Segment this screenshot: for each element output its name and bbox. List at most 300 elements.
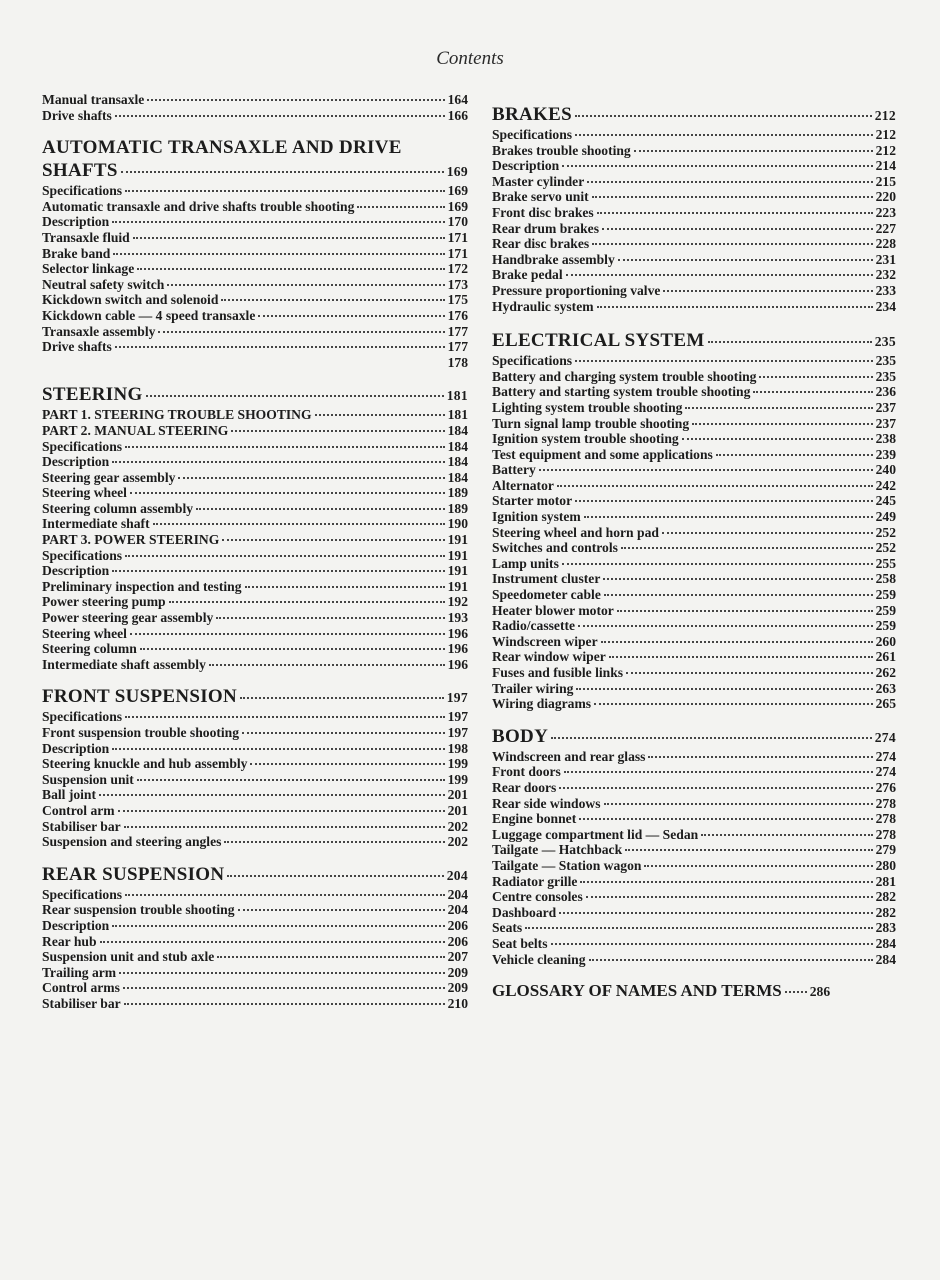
- section-heading: GLOSSARY OF NAMES AND TERMS: [492, 981, 782, 1001]
- section-heading: ELECTRICAL SYSTEM: [492, 330, 705, 352]
- section-steering: [42, 384, 468, 672]
- toc-entry-title: Luggage compartment lid — Sedan: [492, 826, 699, 842]
- section-heading-row: [492, 330, 896, 353]
- page-number: 274: [875, 764, 896, 780]
- toc-entry: [492, 478, 896, 494]
- toc-entry-title: Description: [42, 454, 110, 470]
- toc-entry-title: Windscreen wiper: [492, 633, 598, 649]
- toc-entry-title: Hydraulic system: [492, 298, 594, 314]
- toc-entry: [42, 439, 468, 455]
- section-heading-cont: SHAFTS: [42, 160, 118, 182]
- section-heading: STEERING: [42, 384, 143, 406]
- toc-entry: [492, 749, 896, 765]
- page-number: 199: [447, 771, 468, 787]
- toc-entry: [42, 108, 468, 124]
- toc-entry: [42, 902, 468, 918]
- toc-entry: [42, 918, 468, 934]
- toc-entry: [492, 189, 896, 205]
- toc-entry: [42, 355, 468, 371]
- page-number: 196: [447, 641, 468, 657]
- toc-entry: [492, 509, 896, 525]
- toc-entry: [42, 292, 468, 308]
- toc-entry-title: Specifications: [42, 183, 123, 199]
- toc-entry: [42, 709, 468, 725]
- section-heading-row: [42, 160, 468, 183]
- page-number: 197: [447, 725, 468, 740]
- page-number: 201: [447, 802, 468, 818]
- toc-entry-title: Rear side windows: [492, 795, 601, 811]
- toc-entry: [492, 267, 896, 283]
- toc-entry-title: Description: [42, 214, 110, 230]
- toc-entry-title: Suspension unit: [42, 771, 134, 787]
- toc-entry: [492, 858, 896, 874]
- toc-entry: [42, 454, 468, 470]
- toc-entry: [492, 920, 896, 936]
- toc-entry-title: Steering wheel: [42, 485, 127, 501]
- page-number: 176: [447, 307, 468, 323]
- page-number: 189: [447, 500, 468, 516]
- toc-entry-title: Steering column assembly: [42, 500, 194, 516]
- toc-entry: [42, 626, 468, 642]
- toc-entry-title: Speedometer cable: [492, 587, 601, 603]
- page-number: 278: [875, 811, 896, 827]
- toc-entry-title: Switches and controls: [492, 540, 618, 556]
- toc-entry: [42, 532, 468, 548]
- toc-entry: [492, 874, 896, 890]
- toc-entry-title: Specifications: [42, 547, 123, 563]
- toc-entry: [42, 501, 468, 517]
- toc-entry-title: Stabiliser bar: [42, 818, 121, 834]
- toc-entry-title: Specifications: [42, 438, 123, 454]
- toc-entry: [42, 470, 468, 486]
- page-number: 234: [875, 298, 896, 314]
- toc-entry-title: Windscreen and rear glass: [492, 748, 646, 764]
- toc-entry-title: Power steering gear assembly: [42, 610, 214, 626]
- section-body: [492, 726, 896, 967]
- page-number: 227: [875, 220, 896, 236]
- page-number: 274: [874, 729, 896, 745]
- toc-entry: [492, 827, 896, 843]
- page-number: 252: [875, 524, 896, 540]
- toc-entry-title: Heater blower motor: [492, 602, 614, 618]
- page-number: 232: [875, 267, 896, 283]
- page-number: 173: [447, 276, 468, 292]
- toc-entry-title: Battery and charging system trouble shooting: [492, 368, 757, 384]
- toc-entry: [42, 485, 468, 501]
- page-number: 281: [875, 873, 896, 889]
- left-column: [42, 92, 468, 1024]
- page-number: 282: [875, 889, 896, 905]
- toc-entry-title: Front disc brakes: [492, 204, 594, 220]
- section-heading: REAR SUSPENSION: [42, 863, 225, 885]
- toc-entry: [492, 236, 896, 252]
- toc-entry: [42, 641, 468, 657]
- page-number: 278: [875, 795, 896, 811]
- toc-entry: [492, 283, 896, 299]
- section-rear-suspension: [42, 864, 468, 1012]
- toc-entry-title: Intermediate shaft: [42, 516, 150, 532]
- toc-entry: [492, 369, 896, 385]
- section-heading-row: [42, 686, 468, 709]
- toc-entry-title: Selector linkage: [42, 261, 135, 277]
- toc-entry: [42, 308, 468, 324]
- toc-entry-title: Suspension and steering angles: [42, 834, 222, 850]
- page-number: 178: [447, 354, 468, 370]
- toc-entry: [492, 796, 896, 812]
- section-heading: BODY: [492, 725, 549, 747]
- page-number: 184: [447, 454, 468, 470]
- toc-entry: [42, 594, 468, 610]
- toc-entry-title: Steering wheel and horn pad: [492, 524, 659, 540]
- toc-entry-title: Turn signal lamp trouble shooting: [492, 415, 690, 431]
- toc-entry: [42, 725, 468, 741]
- toc-entry: [492, 764, 896, 780]
- toc-entry: [492, 811, 896, 827]
- toc-entry-title: Steering knuckle and hub assembly: [42, 756, 248, 772]
- toc-entry-title: Wiring diagrams: [492, 696, 592, 712]
- section-heading: AUTOMATIC TRANSAXLE AND DRIVE: [42, 137, 402, 159]
- toc-entry-title: Brake servo unit: [492, 189, 589, 205]
- toc-entry: [42, 657, 468, 673]
- toc-entry-title: Kickdown switch and solenoid: [42, 292, 219, 308]
- toc-entry-title: Vehicle cleaning: [492, 951, 586, 967]
- page-number: 240: [875, 462, 896, 478]
- page-number: 166: [447, 107, 468, 123]
- toc-entry: [492, 696, 896, 712]
- page-number: 201: [447, 787, 468, 803]
- page-number: 279: [875, 842, 896, 858]
- toc-entry: [42, 756, 468, 772]
- toc-entry: [42, 548, 468, 564]
- toc-entry-title: Rear suspension trouble shooting: [42, 902, 235, 918]
- page-number: 284: [875, 951, 896, 967]
- toc-entry-title: PART 1. STEERING TROUBLE SHOOTING: [42, 407, 312, 423]
- page-number: 259: [875, 587, 896, 603]
- page-number: 184: [447, 422, 468, 438]
- page-number: 276: [875, 779, 896, 795]
- toc-entry: [492, 842, 896, 858]
- toc-entry-title: Handbrake assembly: [492, 251, 615, 267]
- toc-entry-title: Intermediate shaft assembly: [42, 656, 206, 672]
- page-number: 286: [809, 984, 831, 1000]
- toc-entry: [42, 563, 468, 579]
- toc-entry: [42, 819, 468, 835]
- toc-entry-title: Description: [42, 740, 110, 756]
- page-number: 204: [447, 886, 468, 902]
- page-number: 206: [447, 933, 468, 949]
- page-number: 212: [874, 108, 896, 123]
- toc-entry-title: Transaxle fluid: [42, 229, 130, 245]
- section-heading: BRAKES: [492, 104, 572, 125]
- toc-entry: [492, 905, 896, 921]
- page-number: 169: [446, 164, 468, 180]
- toc-entry-title: Manual transaxle: [42, 92, 145, 107]
- toc-entry-title: Seat belts: [492, 935, 548, 951]
- page-number: 169: [447, 198, 468, 214]
- toc-entry: [492, 400, 896, 416]
- page-number: 210: [447, 995, 468, 1011]
- toc-entry: [492, 462, 896, 478]
- page-number: 184: [447, 469, 468, 485]
- toc-entry: [492, 221, 896, 237]
- toc-entry: [492, 493, 896, 509]
- page-number: 261: [875, 649, 896, 665]
- page-number: 280: [875, 857, 896, 873]
- toc-entry-title: Specifications: [492, 353, 573, 369]
- page-number: 278: [875, 826, 896, 842]
- toc-entry: [492, 431, 896, 447]
- toc-entry-title: Stabiliser bar: [42, 995, 121, 1011]
- page-number: 263: [875, 680, 896, 696]
- page-number: 192: [447, 594, 468, 610]
- toc-entry: [42, 980, 468, 996]
- toc-entry: [492, 384, 896, 400]
- toc-entry: [42, 246, 468, 262]
- toc-entry-title: Engine bonnet: [492, 811, 577, 827]
- toc-entry-title: Dashboard: [492, 904, 557, 920]
- page-number: 170: [447, 214, 468, 230]
- toc-entry: [42, 339, 468, 355]
- page-number: 191: [447, 563, 468, 579]
- toc-entry: [42, 230, 468, 246]
- toc-entry: [492, 603, 896, 619]
- toc-entry-title: Kickdown cable — 4 speed transaxle: [42, 307, 256, 323]
- toc-entry: [492, 889, 896, 905]
- toc-entry-title: Fuses and fusible links: [492, 665, 624, 680]
- toc-entry-title: Lamp units: [492, 555, 559, 571]
- page-number: 171: [447, 245, 468, 261]
- toc-entry-title: Specifications: [42, 886, 123, 902]
- toc-entry: [42, 772, 468, 788]
- toc-entry-title: Specifications: [492, 127, 573, 142]
- page-number: 262: [875, 665, 896, 680]
- toc-entry-title: Test equipment and some applications: [492, 446, 713, 462]
- page-number: 177: [447, 323, 468, 339]
- toc-entry-title: Trailer wiring: [492, 680, 574, 696]
- page-number: 209: [447, 964, 468, 980]
- page-number: 259: [875, 602, 896, 618]
- page-number: 206: [447, 917, 468, 933]
- section-heading-row: [492, 726, 896, 749]
- page-title: Contents: [436, 48, 504, 69]
- toc-entry: [42, 277, 468, 293]
- toc-entry: [492, 299, 896, 315]
- toc-entry: [42, 787, 468, 803]
- page-number: 242: [875, 477, 896, 493]
- toc-entry-title: Front doors: [492, 764, 561, 780]
- page-number: 284: [875, 935, 896, 951]
- toc-entry: [492, 174, 896, 190]
- toc-entry-title: Brake pedal: [492, 267, 563, 283]
- toc-entry-title: Neutral safety switch: [42, 276, 165, 292]
- toc-entry-title: Rear window wiper: [492, 649, 606, 665]
- toc-entry-title: Tailgate — Station wagon: [492, 857, 642, 873]
- page-number: 207: [447, 949, 468, 965]
- toc-entry: [42, 934, 468, 950]
- page-number: 282: [875, 904, 896, 920]
- toc-entry: [42, 949, 468, 965]
- page-number: 231: [875, 251, 896, 267]
- toc-entry-title: Radio/cassette: [492, 618, 576, 634]
- page-number: 237: [875, 415, 896, 431]
- toc-entry-title: Battery and starting system trouble shooting: [492, 384, 751, 400]
- toc-entry: [492, 540, 896, 556]
- page-number: 172: [447, 261, 468, 277]
- page-number: 204: [446, 867, 468, 883]
- toc-entry: [42, 741, 468, 757]
- toc-entry: [492, 634, 896, 650]
- toc-entry-title: Lighting system trouble shooting: [492, 399, 683, 415]
- toc-entry: [492, 252, 896, 268]
- toc-entry-title: Steering column: [42, 641, 137, 657]
- right-column: [492, 104, 896, 1001]
- page-number: 197: [447, 709, 468, 725]
- toc-entry: [492, 127, 896, 143]
- page-number: 197: [446, 690, 468, 706]
- toc-entry-title: Drive shafts: [42, 339, 112, 355]
- toc-entry: [492, 618, 896, 634]
- page-number: 220: [875, 189, 896, 205]
- page-number: 202: [447, 834, 468, 850]
- toc-entry: [42, 92, 468, 108]
- toc-entry: [492, 681, 896, 697]
- toc-entry-title: Transaxle assembly: [42, 323, 156, 339]
- page-number: 189: [447, 485, 468, 501]
- page-number: 235: [875, 368, 896, 384]
- page-number: 255: [875, 555, 896, 571]
- page-number: 236: [875, 384, 896, 400]
- section-heading: FRONT SUSPENSION: [42, 686, 238, 708]
- toc-entry: [42, 324, 468, 340]
- toc-entry: [492, 649, 896, 665]
- toc-entry-title: Specifications: [42, 709, 123, 725]
- toc-entry: [42, 423, 468, 439]
- toc-entry-title: Ignition system: [492, 509, 581, 525]
- toc-entry-title: Centre consoles: [492, 889, 583, 905]
- page-number: 215: [875, 173, 896, 189]
- section-automatic-transaxle: [42, 137, 468, 370]
- page-number: 181: [447, 407, 468, 423]
- toc-entry-title: Drive shafts: [42, 107, 112, 123]
- section-front-suspension: [42, 686, 468, 849]
- page-number: 233: [875, 282, 896, 298]
- section-glossary: [492, 981, 896, 1001]
- page-number: 260: [875, 633, 896, 649]
- section-electrical: [492, 330, 896, 712]
- section-heading-row: [42, 384, 468, 407]
- page-number: 181: [446, 388, 468, 404]
- toc-entry-title: Master cylinder: [492, 173, 585, 189]
- toc-entry-title: Radiator grille: [492, 873, 578, 889]
- toc-entry: [42, 834, 468, 850]
- section-brakes: [492, 104, 896, 314]
- page-number: 228: [875, 236, 896, 252]
- page-number: 239: [875, 446, 896, 462]
- toc-entry: [492, 205, 896, 221]
- toc-entry-title: Pressure proportioning valve: [492, 282, 661, 298]
- page-number: 191: [447, 532, 468, 548]
- toc-entry: [492, 525, 896, 541]
- page-number: 164: [447, 92, 468, 107]
- page-number: 237: [875, 399, 896, 415]
- toc-entry-title: Description: [492, 158, 560, 174]
- page-number: 245: [875, 493, 896, 509]
- page-number: 252: [875, 540, 896, 556]
- toc-entry-title: Ignition system trouble shooting: [492, 431, 679, 447]
- toc-entry-title: Automatic transaxle and drive shafts trouble shooting: [42, 198, 355, 214]
- page-number: 265: [875, 696, 896, 712]
- page-number: 193: [447, 610, 468, 626]
- toc-entry: [492, 143, 896, 159]
- page-number: 212: [875, 127, 896, 142]
- toc-entry: [492, 556, 896, 572]
- page-number: 198: [447, 740, 468, 756]
- toc-entry-title: Rear doors: [492, 779, 557, 795]
- toc-entry-title: Alternator: [492, 477, 554, 493]
- page-number: 175: [447, 292, 468, 308]
- page-number: 209: [447, 980, 468, 996]
- toc-entry: [492, 447, 896, 463]
- page-number: 191: [447, 547, 468, 563]
- page-number: 177: [447, 339, 468, 355]
- toc-entry-title: Preliminary inspection and testing: [42, 578, 242, 594]
- page-number: 169: [447, 183, 468, 199]
- toc-entry-title: Front suspension trouble shooting: [42, 725, 240, 740]
- page-number: 191: [447, 578, 468, 594]
- page-number: 258: [875, 571, 896, 587]
- page-number: 274: [875, 748, 896, 764]
- page-number: 190: [447, 516, 468, 532]
- toc-entry-title: Rear hub: [42, 933, 97, 949]
- toc-entry-title: Brakes trouble shooting: [492, 142, 631, 158]
- toc-entry-title: PART 2. MANUAL STEERING: [42, 422, 229, 438]
- page-number: 259: [875, 618, 896, 634]
- page-number: 214: [875, 158, 896, 174]
- toc-entry-title: Suspension unit and stub axle: [42, 949, 215, 965]
- toc-entry-title: Description: [42, 917, 110, 933]
- toc-entry: [42, 516, 468, 532]
- page-number: 184: [447, 438, 468, 454]
- toc-entry-title: Brake band: [42, 245, 111, 261]
- toc-entry: [492, 936, 896, 952]
- toc-entry: [42, 965, 468, 981]
- toc-entry-title: Trailing arm: [42, 964, 117, 980]
- section-heading-row: [42, 864, 468, 887]
- section-heading-row: [492, 104, 896, 127]
- toc-entry-title: Control arm: [42, 802, 115, 818]
- toc-entry-title: Steering wheel: [42, 625, 127, 641]
- toc-entry-title: Seats: [492, 920, 523, 936]
- toc-entry-title: Instrument cluster: [492, 571, 601, 587]
- page-number: 199: [447, 756, 468, 772]
- page-number: 235: [874, 334, 896, 350]
- toc-entry: [492, 571, 896, 587]
- toc-entry: [492, 158, 896, 174]
- toc-entry-title: Ball joint: [42, 787, 97, 803]
- toc-entry-title: Control arms: [42, 980, 120, 996]
- section-manual-transaxle: [42, 92, 468, 123]
- toc-entry: [492, 665, 896, 681]
- page-number: 202: [447, 818, 468, 834]
- page-number: 249: [875, 509, 896, 525]
- page-number: 171: [447, 229, 468, 245]
- page-number: 196: [447, 656, 468, 672]
- toc-entry: [492, 587, 896, 603]
- page-number: 235: [875, 353, 896, 369]
- page-number: 204: [447, 902, 468, 918]
- toc-entry: [492, 416, 896, 432]
- toc-entry: [42, 579, 468, 595]
